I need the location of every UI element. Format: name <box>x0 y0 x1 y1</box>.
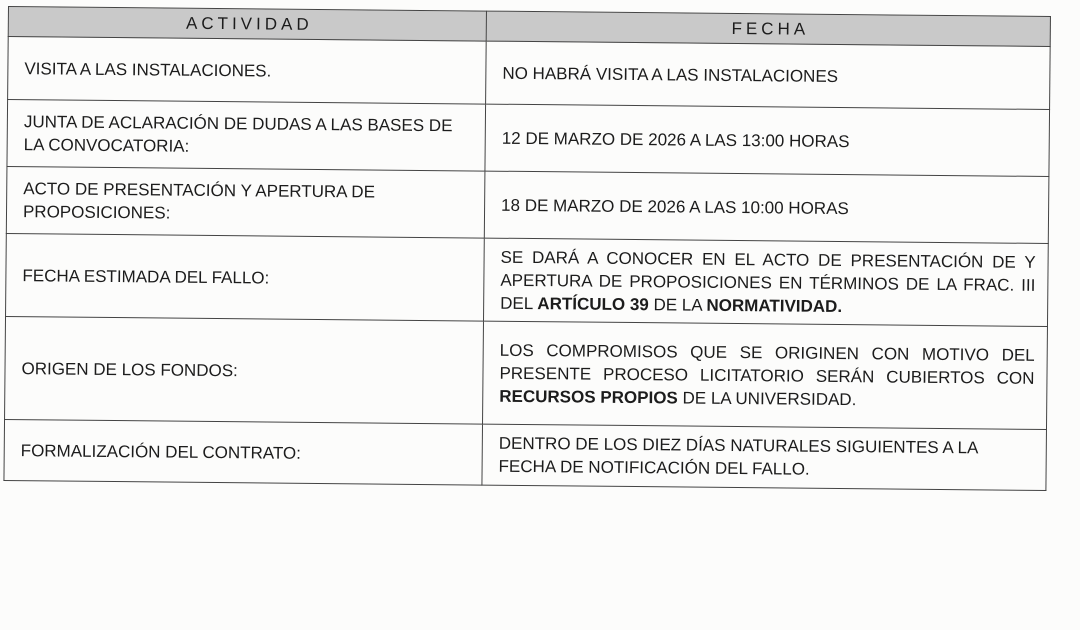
activity-cell: VISITA A LAS INSTALACIONES. <box>8 37 487 105</box>
date-cell <box>483 238 1048 326</box>
date-text: DE LA <box>648 294 707 315</box>
activity-cell: JUNTA DE ACLARACIÓN DE DUDAS A LAS BASES DE LA CONVOCATORIA: <box>7 100 486 172</box>
table-row <box>6 166 1049 243</box>
regulation-reference: NORMATIVIDAD. <box>706 295 843 316</box>
activity-cell: ORIGEN DE LOS FONDOS: <box>5 316 484 424</box>
table-row <box>8 37 1051 110</box>
date-cell: 18 DE MARZO DE 2026 A LAS 10:00 HORAS <box>484 171 1049 243</box>
activity-schedule-table <box>3 6 1051 491</box>
header-date: FECHA <box>486 11 1050 46</box>
date-cell: DENTRO DE LOS DIEZ DÍAS NATURALES SIGUIENTES A LA FECHA DE NOTIFICACIÓN DEL FALLO. <box>482 424 1047 490</box>
table-row <box>7 100 1050 177</box>
date-cell <box>483 321 1048 429</box>
table-row <box>5 316 1048 429</box>
activity-cell: FECHA ESTIMADA DEL FALLO: <box>6 233 485 321</box>
header-activity: ACTIVIDAD <box>8 7 486 42</box>
article-reference: ARTÍCULO 39 <box>537 293 649 314</box>
date-text: SE DARÁ A CONOCER EN EL ACTO DE PRESENTACIÓN DE Y APERTURA DE PROPOSICIONES EN TÉRMINOS DE LA FRAC. III DEL <box>500 247 1036 313</box>
date-text: DE LA UNIVERSIDAD. <box>677 387 857 409</box>
activity-cell: FORMALIZACIÓN DEL CONTRATO: <box>4 419 483 485</box>
date-cell: 12 DE MARZO DE 2026 A LAS 13:00 HORAS <box>485 104 1050 176</box>
activity-cell: ACTO DE PRESENTACIÓN Y APERTURA DE PROPOSICIONES: <box>6 166 485 238</box>
table-row <box>4 419 1047 490</box>
table-row <box>6 233 1049 326</box>
funding-source: RECURSOS PROPIOS <box>499 386 678 407</box>
date-cell: NO HABRÁ VISITA A LAS INSTALACIONES <box>486 41 1051 109</box>
date-text: LOS COMPROMISOS QUE SE ORIGINEN CON MOTIVO DEL PRESENTE PROCESO LICITATORIO SERÁN CUBIERTOS CON <box>499 340 1035 388</box>
